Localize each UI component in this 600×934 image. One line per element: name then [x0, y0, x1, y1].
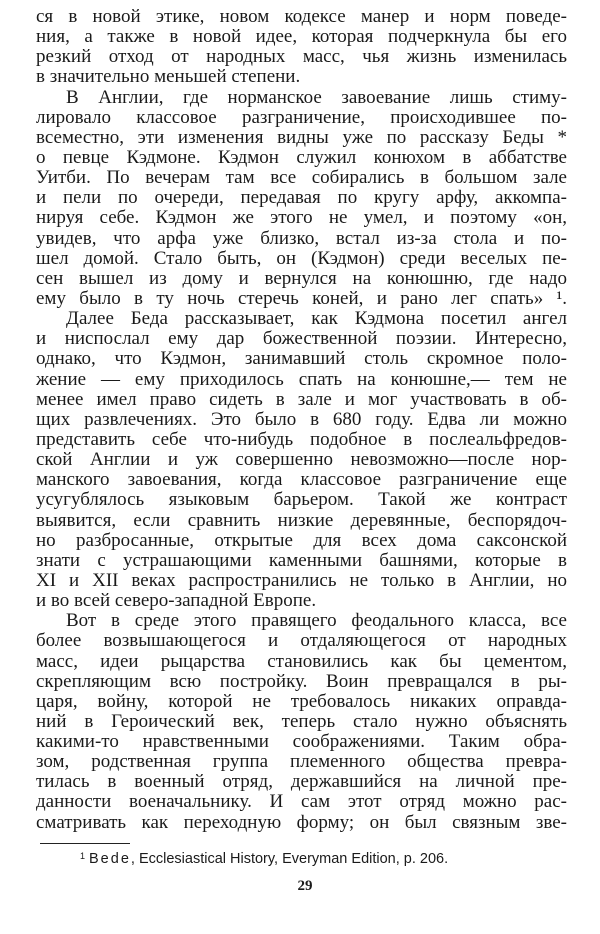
- text-line: В Англии, где норманское завоевание лишь стиму-: [66, 86, 567, 108]
- text-line: знати с устрашающими каменными башнями, которые в: [36, 549, 567, 571]
- footnote: [80, 851, 448, 867]
- body-text: [36, 7, 567, 833]
- text-line: Уитби. По вечерам там все собирались в большом зале: [36, 167, 567, 189]
- text-line: всеместно, эти изменения видны уже по рассказу Беды *: [36, 126, 567, 148]
- text-line: сен вышел из дому и вернулся на конюшню, где надо: [36, 267, 567, 289]
- text-line: жение — ему приходилось спать на конюшне,— тем не: [36, 368, 567, 390]
- text-line: Далее Беда рассказывает, как Кэдмона посетил ангел: [66, 308, 567, 330]
- text-line: зом, родственная группа племенного общества превра-: [36, 751, 567, 773]
- footnote-divider: [40, 843, 130, 844]
- text-line: тилась в военный отряд, державшийся на личной пре-: [36, 771, 567, 793]
- text-line: менее имел право сидеть в зале и мог участвовать в об-: [36, 388, 567, 410]
- text-line: данности военачальнику. И сам этот отряд можно рас-: [36, 791, 567, 813]
- text-line: ему было в ту ночь стеречь коней, и рано лег спать» ¹.: [36, 287, 567, 309]
- text-line: XI и XII веках распространились не только в Англии, но: [36, 569, 567, 591]
- text-line: представить себе что-нибудь подобное в послеальфредов-: [36, 428, 567, 450]
- footnote-text: , Ecclesiastical History, Everyman Edition, p. 206.: [130, 851, 449, 867]
- text-line: ской Англии и уж совершенно невозможно—после нор-: [36, 449, 567, 471]
- text-line: сматривать как переходную форму; он был связным зве-: [36, 811, 567, 833]
- text-line: выявится, если сравнить низкие деревянные, беспорядоч-: [36, 509, 567, 531]
- text-line: о певце Кэдмоне. Кэдмон служил конюхом в аббатстве: [36, 146, 567, 168]
- text-line: манского завоевания, когда классовое разграничение еще: [36, 469, 567, 491]
- text-line: и пели по очереди, передавая по кругу арфу, аккомпа-: [36, 187, 567, 209]
- text-line: масс, идеи рыцарства становились как бы цементом,: [36, 650, 567, 672]
- text-line: но разбросанные, открытые для всех дома саксонской: [36, 529, 567, 551]
- footnote-author: Bede: [89, 851, 131, 867]
- text-line: ний в Героический век, теперь стало нужно объяснять: [36, 710, 567, 732]
- text-line: увидев, что арфа уже близко, встал из-за стола и по-: [36, 227, 567, 249]
- text-line: усугублялось языковым барьером. Такой же контраст: [36, 489, 567, 511]
- text-line: шел домой. Стало быть, он (Кэдмон) среди веселых пе-: [36, 247, 567, 269]
- text-line: и во всей северо-западной Европе.: [36, 590, 317, 612]
- text-line: ся в новой этике, новом кодексе манер и норм поведе-: [36, 6, 567, 27]
- text-line: Вот в среде этого правящего феодального класса, все: [66, 610, 567, 632]
- text-line: более возвышающегося и отдаляющегося от народных: [36, 630, 567, 652]
- text-line: скрепляющим всю постройку. Воин превращался в ры-: [36, 670, 567, 692]
- text-line: щих развлечениях. Это было в 680 году. Едва ли можно: [36, 408, 567, 430]
- text-line: в значительно меньшей степени.: [36, 66, 301, 88]
- text-line: однако, что Кэдмон, занимавший столь скромное поло-: [36, 348, 567, 370]
- footnote-marker: 1: [80, 851, 86, 861]
- text-line: резкий отход от народных масс, чья жизнь изменилась: [36, 46, 567, 68]
- text-line: ния, а также в новой идее, которая подчеркнула бы его: [36, 26, 567, 48]
- text-line: нируя себе. Кэдмон же этого не умел, и поэтому «он,: [36, 207, 567, 229]
- text-line: какими-то нравственными соображениями. Таким обра-: [36, 731, 567, 753]
- text-line: лировало классовое разграничение, происходившее по-: [36, 106, 567, 128]
- text-line: и ниспослал ему дар божественной поэзии. Интересно,: [36, 328, 567, 350]
- page-number: 29: [297, 878, 313, 894]
- text-line: царя, войну, которой не требовалось никаких оправда-: [36, 690, 567, 712]
